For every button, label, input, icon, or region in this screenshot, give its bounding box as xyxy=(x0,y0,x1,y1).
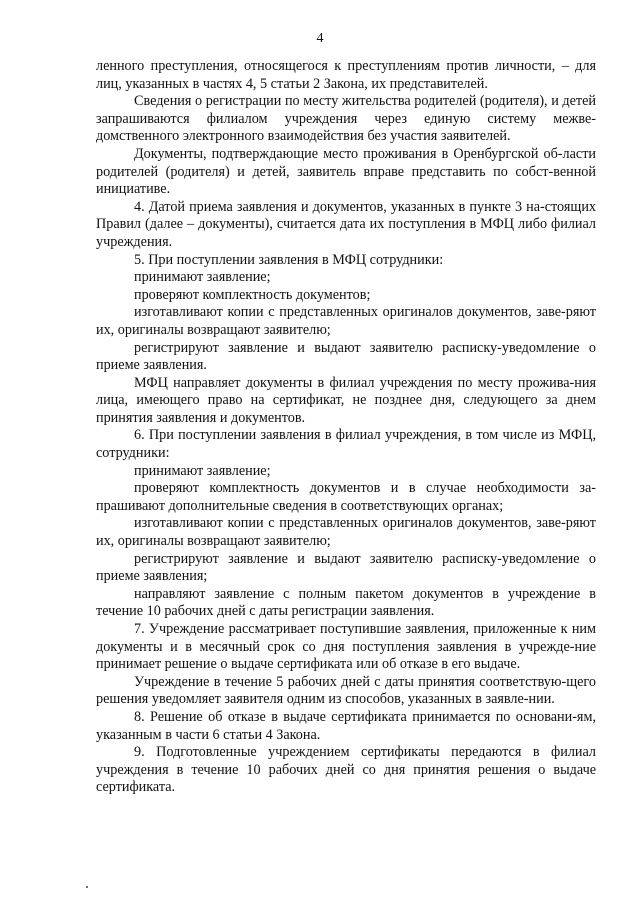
paragraph-item-8: 8. Решение об отказе в выдаче сертификата принимается по основани-ям, указанным в части 6 статьи 4 Закона. xyxy=(96,708,596,743)
paragraph-item-5: 5. При поступлении заявления в МФЦ сотрудники: xyxy=(134,251,444,268)
list-item: принимают заявление; xyxy=(134,462,271,479)
list-item: проверяют комплектность документов; xyxy=(134,286,371,303)
list-item: принимают заявление; xyxy=(134,269,271,286)
paragraph-mfc-forwarding: МФЦ направляет документы в филиал учреждения по месту прожива-ния лица, имеющего право на сертификат, не позднее дня, следующего за днем принятия заявления и документов. xyxy=(96,374,596,426)
list-item: регистрируют заявление и выдают заявителю расписку-уведомление о приеме заявления. xyxy=(96,339,596,374)
list-item: изготавливают копии с представленных оригиналов документов, заве-ряют их, оригиналы возвращают заявителю; xyxy=(96,515,596,550)
list-item: направляют заявление с полным пакетом документов в учреждение в течение 10 рабочих дней с даты регистрации заявления. xyxy=(96,585,596,620)
paragraph-item-6: 6. При поступлении заявления в филиал учреждения, в том числе из МФЦ, сотрудники: xyxy=(96,427,596,462)
paragraph-item-9: 9. Подготовленные учреждением сертификаты передаются в филиал учреждения в течение 10 рабочих дней со дня принятия решения о выдаче сертификата. xyxy=(96,744,596,796)
paragraph-residence-documents: Документы, подтверждающие место проживания в Оренбургской об-ласти родителей (родителя) и детей, заявитель вправе представить по собст-венной инициативе. xyxy=(96,145,596,198)
document-body xyxy=(96,58,596,797)
list-item: изготавливают копии с представленных оригиналов документов, заве-ряют их, оригиналы возвращают заявителю; xyxy=(96,304,596,338)
list-item: регистрируют заявление и выдают заявителю расписку-уведомление о приеме заявления; xyxy=(96,550,596,585)
page-number: 4 xyxy=(316,31,324,46)
paragraph-item-4: 4. Датой приема заявления и документов, указанных в пункте 3 на-стоящих Правил (далее – документы), считается дата их поступления в МФЦ либо филиал учреждения. xyxy=(96,198,596,250)
list-item: проверяют комплектность документов и в случае необходимости за-прашивают дополнительные сведения в соответствующих органах; xyxy=(96,480,596,514)
paragraph-registration-info: Сведения о регистрации по месту жительства родителей (родителя), и детей запрашиваются филиалом учреждения через единую систему межве-домственного электронного взаимодействия без участия заявителей. xyxy=(96,93,596,145)
paragraph-item-7: 7. Учреждение рассматривает поступившие заявления, приложенные к ним документы и в месячный срок со дня поступления заявления в учрежде-ние принимает решение о выдаче сертификата или об отказе в его выдаче. xyxy=(96,621,596,673)
paragraph-notification: Учреждение в течение 5 рабочих дней с даты принятия соответствую-щего решения уведомляет заявителя одним из способов, указанных в заявле-нии. xyxy=(96,673,596,708)
paragraph-continuation: ленного преступления, относящегося к преступлениям против личности, – для лиц, указанных в частях 4, 5 статьи 2 Закона, их представителей. xyxy=(96,58,596,92)
scan-speck xyxy=(86,886,88,888)
